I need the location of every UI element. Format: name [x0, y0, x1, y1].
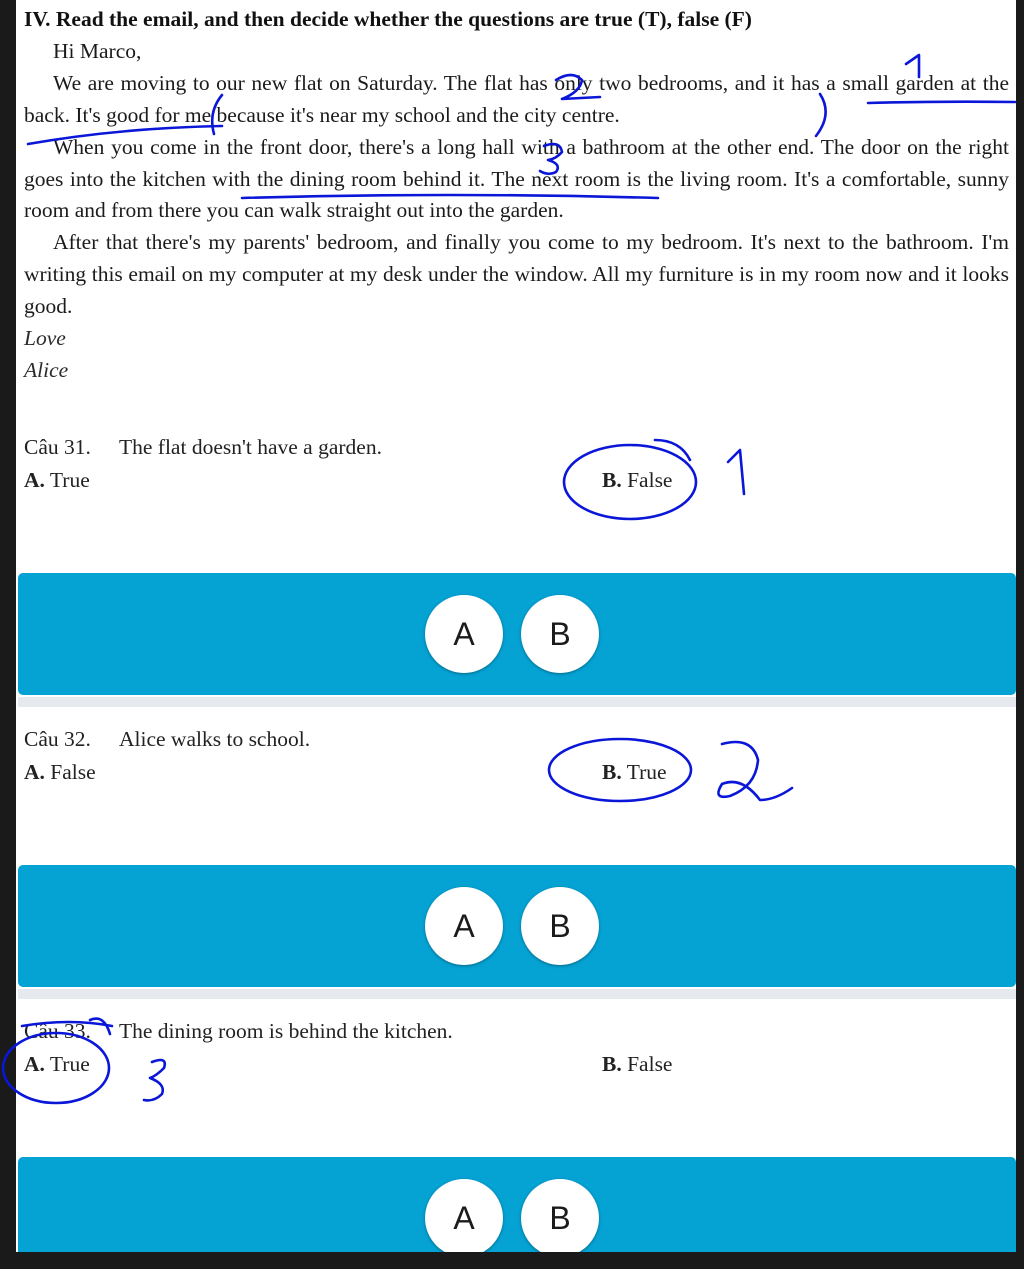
question-31-answer-bar	[18, 573, 1016, 695]
email-paragraph-3: After that there's my parents' bedroom, and finally you come to my bedroom. It's next to the bathroom. I'm writing this email on my computer at my desk under the window. All my furniture is in my room now and it looks good.	[24, 230, 1009, 319]
question-33-option-a: A. True	[24, 1052, 90, 1076]
question-32	[16, 717, 1016, 862]
email-greeting: Hi Marco,	[53, 38, 142, 63]
question-32-option-a: A. False	[24, 760, 96, 784]
exercise-heading: IV. Read the email, and then decide whether the questions are true (T), false (F)	[24, 7, 752, 31]
question-31-option-b: B. False	[602, 468, 673, 492]
question-31-text	[24, 435, 382, 460]
question-number: Câu 31.	[24, 435, 91, 459]
question-statement: The dining room is behind the kitchen.	[119, 1019, 453, 1043]
email-paragraph-2: When you come in the front door, there's a long hall with a bathroom at the other end. The door on the right goes into the kitchen with the dining room behind it. The next room is the living room. It's a comfortable, sunny room and from there you can walk straight out into the garden.	[24, 134, 1009, 223]
answer-b-button[interactable]: B	[521, 595, 599, 673]
reading-passage	[24, 4, 1009, 387]
email-paragraph-1: We are moving to our new flat on Saturday. The flat has only two bedrooms, and it has a small garden at the back. It's good for me because it's near my school and the city centre.	[24, 70, 1009, 127]
question-32-answer-bar	[18, 865, 1016, 987]
question-number: Câu 33.	[24, 1019, 91, 1043]
question-33-text	[24, 1019, 453, 1044]
answer-b-button[interactable]: B	[521, 887, 599, 965]
answer-a-button[interactable]: A	[425, 887, 503, 965]
question-statement: Alice walks to school.	[119, 727, 311, 751]
separator	[18, 989, 1016, 999]
question-statement: The flat doesn't have a garden.	[119, 435, 382, 459]
email-closing: Love	[24, 326, 66, 351]
answer-b-button[interactable]: B	[521, 1179, 599, 1252]
question-33-answer-bar	[18, 1157, 1016, 1252]
separator	[18, 697, 1016, 707]
question-31	[16, 425, 1016, 570]
answer-a-button[interactable]: A	[425, 1179, 503, 1252]
question-33	[16, 1009, 1016, 1154]
question-number: Câu 32.	[24, 727, 91, 751]
question-32-text	[24, 727, 310, 752]
worksheet-page	[16, 0, 1016, 1252]
question-32-option-b: B. True	[602, 760, 667, 784]
question-31-option-a: A. True	[24, 468, 90, 492]
question-33-option-b: B. False	[602, 1052, 673, 1076]
answer-a-button[interactable]: A	[425, 595, 503, 673]
email-signature: Alice	[24, 357, 69, 382]
